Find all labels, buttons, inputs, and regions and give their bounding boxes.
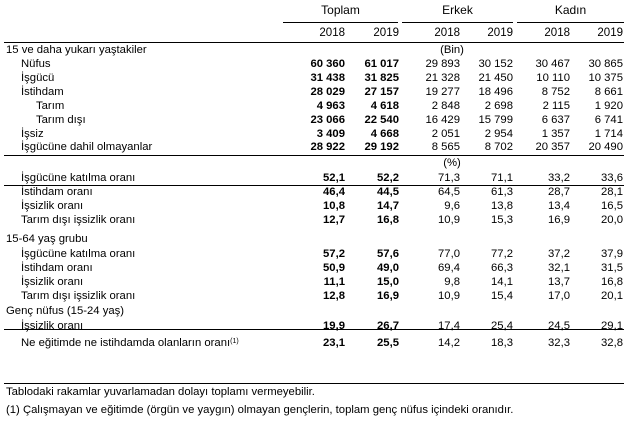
value-cell: 16 429 xyxy=(425,114,460,126)
value-cell: 33,2 xyxy=(548,172,570,184)
value-cell: 37,2 xyxy=(548,248,570,260)
row-label: Ne eğitimde ne istihdamda olanların oranı$^{(1)}$ xyxy=(21,337,239,349)
value-cell: 15,4 xyxy=(491,290,513,302)
value-cell: 1 714 xyxy=(594,128,623,140)
year-header: 2018 xyxy=(319,27,345,39)
value-cell: 28,7 xyxy=(548,186,570,198)
value-cell: 66,3 xyxy=(491,262,513,274)
value-cell: 14,1 xyxy=(491,276,513,288)
row-label: 15-64 yaş grubu xyxy=(6,233,88,245)
value-cell: 2 698 xyxy=(484,100,513,112)
row-label: İşsizlik oranı xyxy=(21,276,84,288)
row-label: Nüfus xyxy=(21,58,51,70)
value-cell: 15 799 xyxy=(478,114,513,126)
row-label: 15 ve daha yukarı yaştakiler xyxy=(6,44,147,56)
value-cell: 10,9 xyxy=(438,214,460,226)
row-label: İşgücü xyxy=(21,72,55,84)
row-label: İstihdam oranı xyxy=(21,262,93,274)
value-cell: 19 277 xyxy=(425,86,460,98)
table-row xyxy=(0,200,627,215)
group-header-kadin: Kadın xyxy=(554,3,587,17)
value-cell: 29 893 xyxy=(425,58,460,70)
table-row xyxy=(0,320,627,335)
value-cell: 16,8 xyxy=(377,214,399,226)
value-cell: 28,1 xyxy=(601,186,623,198)
row-label: İşsizlik oranı xyxy=(21,320,84,332)
value-cell: 22 540 xyxy=(364,114,399,126)
value-cell: 6 741 xyxy=(594,114,623,126)
value-cell: 28 029 xyxy=(310,86,345,98)
value-cell: 30 152 xyxy=(478,58,513,70)
value-cell: 6 637 xyxy=(541,114,570,126)
value-cell: 9,6 xyxy=(444,200,460,212)
row-label: İşsiz xyxy=(21,128,44,140)
value-cell: 44,5 xyxy=(377,186,399,198)
value-cell: 46,4 xyxy=(323,186,345,198)
table-row xyxy=(0,214,627,229)
value-cell: 19,9 xyxy=(323,320,345,332)
value-cell: 12,7 xyxy=(323,214,345,226)
value-cell: 2 848 xyxy=(431,100,460,112)
value-cell: 29,1 xyxy=(601,320,623,332)
value-cell: 10,8 xyxy=(323,200,345,212)
value-cell: 8 661 xyxy=(594,86,623,98)
value-cell: 49,0 xyxy=(377,262,399,274)
value-cell: 15,3 xyxy=(491,214,513,226)
table-row xyxy=(0,72,627,87)
value-cell: 71,1 xyxy=(491,172,513,184)
table-header xyxy=(0,0,627,44)
value-cell: 24,5 xyxy=(548,320,570,332)
value-cell: 69,4 xyxy=(438,262,460,274)
value-cell: 11,1 xyxy=(323,276,345,288)
row-label: Tarım xyxy=(36,100,65,112)
value-cell: 77,0 xyxy=(438,248,460,260)
value-cell: 1 920 xyxy=(594,100,623,112)
value-cell: 57,6 xyxy=(377,248,399,260)
unit-label: (%) xyxy=(443,157,461,169)
value-cell: 16,5 xyxy=(601,200,623,212)
value-cell: 20,0 xyxy=(601,214,623,226)
value-cell: 3 409 xyxy=(316,128,345,140)
value-cell: 13,4 xyxy=(548,200,570,212)
value-cell: 37,9 xyxy=(601,248,623,260)
value-cell: 26,7 xyxy=(377,320,399,332)
value-cell: 18,3 xyxy=(491,337,513,349)
row-label: İşgücüne katılma oranı xyxy=(21,172,136,184)
value-cell: 52,1 xyxy=(323,172,345,184)
footnote-definition: (1) Çalışmayan ve eğitimde (örgün ve yaygın) olmayan gençlerin, toplam genç nüfus içindeki oranıdır. xyxy=(6,404,514,416)
year-header: 2019 xyxy=(597,27,623,39)
value-cell: 20 490 xyxy=(588,141,623,153)
table-row xyxy=(0,290,627,305)
value-cell: 4 618 xyxy=(370,100,399,112)
value-cell: 61,3 xyxy=(491,186,513,198)
value-cell: 18 496 xyxy=(478,86,513,98)
value-cell: 16,9 xyxy=(377,290,399,302)
row-label: İşgücüne dahil olmayanlar xyxy=(21,141,153,153)
year-header: 2018 xyxy=(544,27,570,39)
value-cell: 9,8 xyxy=(444,276,460,288)
row-label: İşsizlik oranı xyxy=(21,200,84,212)
value-cell: 27 157 xyxy=(364,86,399,98)
table-row xyxy=(0,337,627,352)
value-cell: 1 357 xyxy=(541,128,570,140)
value-cell: 61 017 xyxy=(364,58,399,70)
table-row xyxy=(0,157,627,172)
value-cell: 17,0 xyxy=(548,290,570,302)
value-cell: 23 066 xyxy=(310,114,345,126)
table-row xyxy=(0,100,627,115)
group-header-erkek: Erkek xyxy=(442,3,473,17)
value-cell: 21 328 xyxy=(425,72,460,84)
unit-label: (Bin) xyxy=(440,44,464,56)
table-row xyxy=(0,172,627,187)
value-cell: 52,2 xyxy=(377,172,399,184)
table-row xyxy=(0,248,627,263)
table-row xyxy=(0,58,627,73)
row-label: İstihdam oranı xyxy=(21,186,93,198)
value-cell: 25,4 xyxy=(491,320,513,332)
year-header: 2019 xyxy=(487,27,513,39)
table-row xyxy=(0,186,627,201)
table-row xyxy=(0,141,627,156)
value-cell: 8 702 xyxy=(484,141,513,153)
row-label: Tarım dışı işsizlik oranı xyxy=(21,214,136,226)
row-label: İstihdam xyxy=(21,86,64,98)
value-cell: 14,7 xyxy=(377,200,399,212)
value-cell: 30 467 xyxy=(535,58,570,70)
value-cell: 33,6 xyxy=(601,172,623,184)
value-cell: 14,2 xyxy=(438,337,460,349)
value-cell: 21 450 xyxy=(478,72,513,84)
footnote-rounding: Tablodaki rakamlar yuvarlamadan dolayı toplamı vermeyebilir. xyxy=(6,386,315,398)
value-cell: 2 954 xyxy=(484,128,513,140)
value-cell: 32,8 xyxy=(601,337,623,349)
value-cell: 10,9 xyxy=(438,290,460,302)
row-label: Tarım dışı xyxy=(36,114,86,126)
value-cell: 2 051 xyxy=(431,128,460,140)
row-label: İşgücüne katılma oranı xyxy=(21,248,136,260)
value-cell: 2 115 xyxy=(542,100,570,112)
value-cell: 31,5 xyxy=(601,262,623,274)
value-cell: 10 375 xyxy=(588,72,623,84)
table-row xyxy=(0,262,627,277)
value-cell: 20,1 xyxy=(601,290,623,302)
row-label: Tarım dışı işsizlik oranı xyxy=(21,290,136,302)
value-cell: 4 963 xyxy=(316,100,345,112)
table-row xyxy=(0,44,627,59)
table-row xyxy=(0,276,627,291)
value-cell: 57,2 xyxy=(323,248,345,260)
value-cell: 64,5 xyxy=(438,186,460,198)
value-cell: 8 752 xyxy=(541,86,570,98)
value-cell: 31 438 xyxy=(310,72,345,84)
value-cell: 77,2 xyxy=(491,248,513,260)
table-row xyxy=(0,233,627,248)
value-cell: 13,7 xyxy=(548,276,570,288)
value-cell: 16,9 xyxy=(548,214,570,226)
value-cell: 50,9 xyxy=(323,262,345,274)
year-header: 2018 xyxy=(434,27,460,39)
value-cell: 32,3 xyxy=(548,337,570,349)
value-cell: 32,1 xyxy=(548,262,570,274)
value-cell: 31 825 xyxy=(364,72,399,84)
table-row xyxy=(0,114,627,129)
value-cell: 60 360 xyxy=(310,58,345,70)
value-cell: 8 565 xyxy=(431,141,460,153)
value-cell: 71,3 xyxy=(438,172,460,184)
value-cell: 15,0 xyxy=(377,276,399,288)
value-cell: 16,8 xyxy=(601,276,623,288)
value-cell: 4 668 xyxy=(370,128,399,140)
value-cell: 25,5 xyxy=(377,337,399,349)
value-cell: 20 357 xyxy=(535,141,570,153)
value-cell: 29 192 xyxy=(364,141,399,153)
table-row xyxy=(0,86,627,101)
group-header-toplam: Toplam xyxy=(321,3,360,17)
value-cell: 12,8 xyxy=(323,290,345,302)
row-label: Genç nüfus (15-24 yaş) xyxy=(6,305,125,317)
year-header: 2019 xyxy=(373,27,399,39)
value-cell: 10 110 xyxy=(536,72,570,84)
value-cell: 13,8 xyxy=(491,200,513,212)
table-row xyxy=(0,305,627,320)
value-cell: 28 922 xyxy=(310,141,345,153)
footnote-marker: (1) xyxy=(230,338,239,345)
value-cell: 30 865 xyxy=(588,58,623,70)
value-cell: 17,4 xyxy=(438,320,460,332)
value-cell: 23,1 xyxy=(323,337,345,349)
